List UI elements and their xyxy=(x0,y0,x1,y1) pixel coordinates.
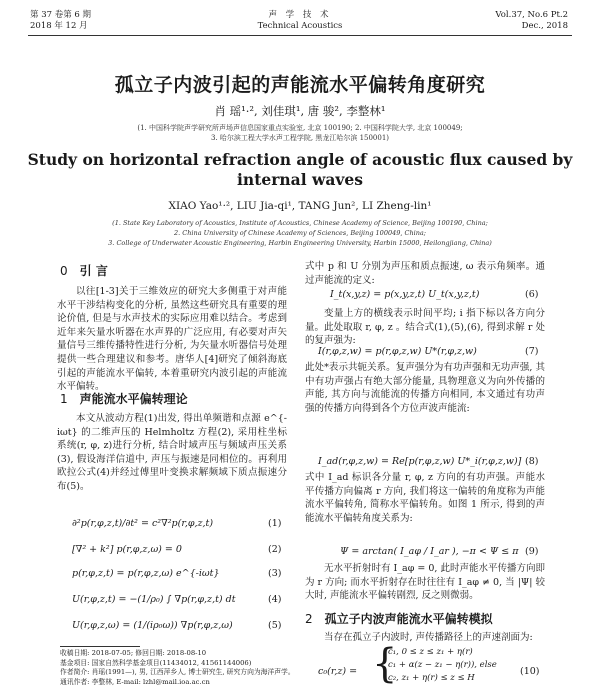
right-paragraph-5: 无水平折射时有 I_aφ = 0, 此时声能水平传播方向即为 r 方向; 而水平折射存在时往往有 I_aφ ≠ 0, 当 |Ψ| 较大时, 声能流水平偏转剧烈, 反之则微弱。 xyxy=(305,563,545,602)
issue-date-en: Dec., 2018 xyxy=(521,21,568,31)
affiliation-en-2: 2. China University of Chinese Academy of Sciences, Beijing 100049, China; xyxy=(174,229,426,237)
section-0-number: 0 xyxy=(60,264,68,278)
equation-2: [∇² + k²] p(r,φ,z,ω) = 0 xyxy=(72,544,182,555)
section-2-title: 孤立子内波声能流水平偏转模拟 xyxy=(324,612,493,626)
intro-paragraph: 以往[1-3]关于三维效应的研究大多侧重于对声能水平干涉结构变化的分析, 虽然这些研究具有重要的理论价值, 但是与水声技术的实际应用难以结合。考虑到近年来矢量水听器在水声界的广泛应用, 有必要对声矢量信号三维传播特性进行分析, 为矢量水听器信号处理提供一些合理建议和参考。唐华人[4]研究了倾斜海底引起的声能流水平偏转, 本着重研究内波引起的声能流水平偏转。 xyxy=(57,286,287,393)
section-1-number: 1 xyxy=(60,392,68,406)
footnote-contact: 通讯作者: 李整林, E-mail: lzhl@mail.ioa.ac.cn xyxy=(60,677,210,686)
section-0-heading xyxy=(60,262,108,279)
right-paragraph-3: 此处*表示共轭关系。复声强分为有功声强和无功声强, 其中有功声强占有绝大部分能量, 具物理意义为向外传播的声能, 其方向与流能流的传播方向相同, 本文通过有功声强的传播方向得到各个方位声波声能流: xyxy=(305,362,545,414)
affiliation-zh-1: (1. 中国科学院声学研究所声场声信息国家重点实验室, 北京 100190; 2. 中国科学院大学, 北京 100049; xyxy=(137,124,463,132)
title-en-line-1: Study on horizontal refraction angle of acoustic flux caused by xyxy=(27,150,573,169)
equation-10-lhs: c₀(r,z) = xyxy=(318,666,358,677)
equation-4-number: (4) xyxy=(268,594,282,605)
equation-3-number: (3) xyxy=(268,568,282,579)
journal-name-en: Technical Acoustics xyxy=(257,21,343,31)
equation-7-number: (7) xyxy=(525,346,539,357)
right-paragraph-1: 式中 p 和 U 分别为声压和质点振速, ω 表示角频率。通过声能流的定义: xyxy=(305,261,545,286)
header-rule xyxy=(28,35,572,36)
issue-date: 2018 年 12 月 xyxy=(30,21,88,31)
authors-en: XIAO Yao¹·², LIU Jia-qi¹, TANG Jun², LI Zheng-lin¹ xyxy=(168,200,432,212)
footnote xyxy=(60,649,300,687)
volume-issue-en: Vol.37, No.6 Pt.2 xyxy=(495,10,568,20)
right-paragraph-6: 当存在孤立子内波时, 声传播路径上的声速剖面为: xyxy=(324,632,533,643)
equation-10-brace: { xyxy=(372,641,398,687)
footnote-fund: 基金项目: 国家自然科学基金项目(11434012, 41561144006) xyxy=(60,658,252,667)
title-en xyxy=(0,150,600,190)
equation-10-case-3: c₂, z₁ + η(r) ≤ z ≤ H xyxy=(388,673,475,683)
right-paragraph-4: 式中 I_ad 标识各分量 r, φ, z 方向的有功声强。声能水平传播方向偏离 r 方向, 我们将这一偏转的角度称为声能流水平偏转角, 简称水平偏转角。如图 1 所示, 得到的声能流水平偏转角度关系为: xyxy=(305,472,545,524)
title-zh: 孤立子内波引起的声能流水平偏转角度研究 xyxy=(114,74,486,96)
equation-5-number: (5) xyxy=(268,620,282,631)
equation-7: I(r,φ,z,w) = p(r,φ,z,w) U*(r,φ,z,w) xyxy=(318,346,477,357)
equation-3: p(r,φ,z,t) = p(r,φ,z,ω) e^{-iωt} xyxy=(72,568,220,579)
section-1-title: 声能流水平偏转理论 xyxy=(79,392,188,406)
equation-4: U(r,φ,z,t) = −(1/ρ₀) ∫ ∇p(r,φ,z,t) dt xyxy=(72,594,236,605)
section-1-heading xyxy=(60,390,188,407)
title-en-line-2: internal waves xyxy=(237,170,363,189)
journal-volume-en xyxy=(495,10,568,32)
section-2-number: 2 xyxy=(305,612,313,626)
right-paragraph-2: 变量上方的横线表示时间平均; i 指下标以各方向分量。此处取取 r, φ, z 。结合式(1),(5),(6), 得到求解 r 处的复声强为: xyxy=(305,308,545,347)
equation-2-number: (2) xyxy=(268,544,282,555)
footnote-rule xyxy=(60,646,140,647)
equation-10-case-2: c₁ + α(z − z₁ − η(r)), else xyxy=(388,660,497,670)
equation-1-number: (1) xyxy=(268,518,282,529)
equation-8: I_ad(r,φ,z,w) = Re[p(r,φ,z,w) U*_i(r,φ,z,w)] xyxy=(318,456,522,467)
footnote-received: 收稿日期: 2018-07-05; 修回日期: 2018-08-10 xyxy=(60,649,207,657)
equation-9: Ψ = arctan( I_aφ / I_ar ), −π < Ψ ≤ π xyxy=(340,546,519,557)
section-2-heading xyxy=(305,610,493,627)
equation-10-case-1: c₁, 0 ≤ z ≤ z₁ + η(r) xyxy=(388,647,473,657)
volume-issue: 第 37 卷第 6 期 xyxy=(30,10,92,20)
footnote-author: 作者简介: 肖瑶(1991—), 男, 江西萍乡人, 博士研究生, 研究方向为海洋声学。 xyxy=(60,668,295,676)
section-0-title: 引 言 xyxy=(79,264,108,278)
equation-5: U(r,φ,z,ω) = (1/(iρ₀ω)) ∇p(r,φ,z,ω) xyxy=(72,620,233,631)
equation-9-number: (9) xyxy=(525,546,539,557)
equation-10-number: (10) xyxy=(520,666,540,677)
theory-paragraph: 本文从波动方程(1)出发, 得出单频谐和点源 e^{-iωt} 的二维声压的 Helmholtz 方程(2), 采用柱坐标系统(r, φ, z)进行分析, 结合时域声压与频域声压关系(3), 假设海洋信道中, 声压与振速是同相位的。再利用欧拉公式(4)并经过傅里叶变换求解频域下质点振速分布(5)。 xyxy=(57,413,287,492)
equation-6: I_t(x,y,z) = p(x,y,z,t) U_t(x,y,z,t) xyxy=(330,289,480,300)
equation-8-number: (8) xyxy=(525,456,539,467)
equation-6-number: (6) xyxy=(525,289,539,300)
affiliation-en-1: (1. State Key Laboratory of Acoustics, Institute of Acoustics, Chinese Academy of Science, Beijing 100190, China; xyxy=(112,219,488,227)
journal-name-zh: 声 学 技 术 xyxy=(268,10,332,20)
affiliation-en-3: 3. College of Underwater Acoustic Engineering, Harbin Engineering University, Harbin 15000, Heilongjiang, China) xyxy=(108,239,492,247)
authors-zh: 肖 瑶¹·², 刘佳琪¹, 唐 骏², 李整林¹ xyxy=(214,104,386,118)
equation-1: ∂²p(r,φ,z,t)/∂t² = c²∇²p(r,φ,z,t) xyxy=(72,518,214,529)
affiliation-zh-2: 3. 哈尔滨工程大学水声工程学院, 黑龙江哈尔滨 150001) xyxy=(210,134,390,142)
